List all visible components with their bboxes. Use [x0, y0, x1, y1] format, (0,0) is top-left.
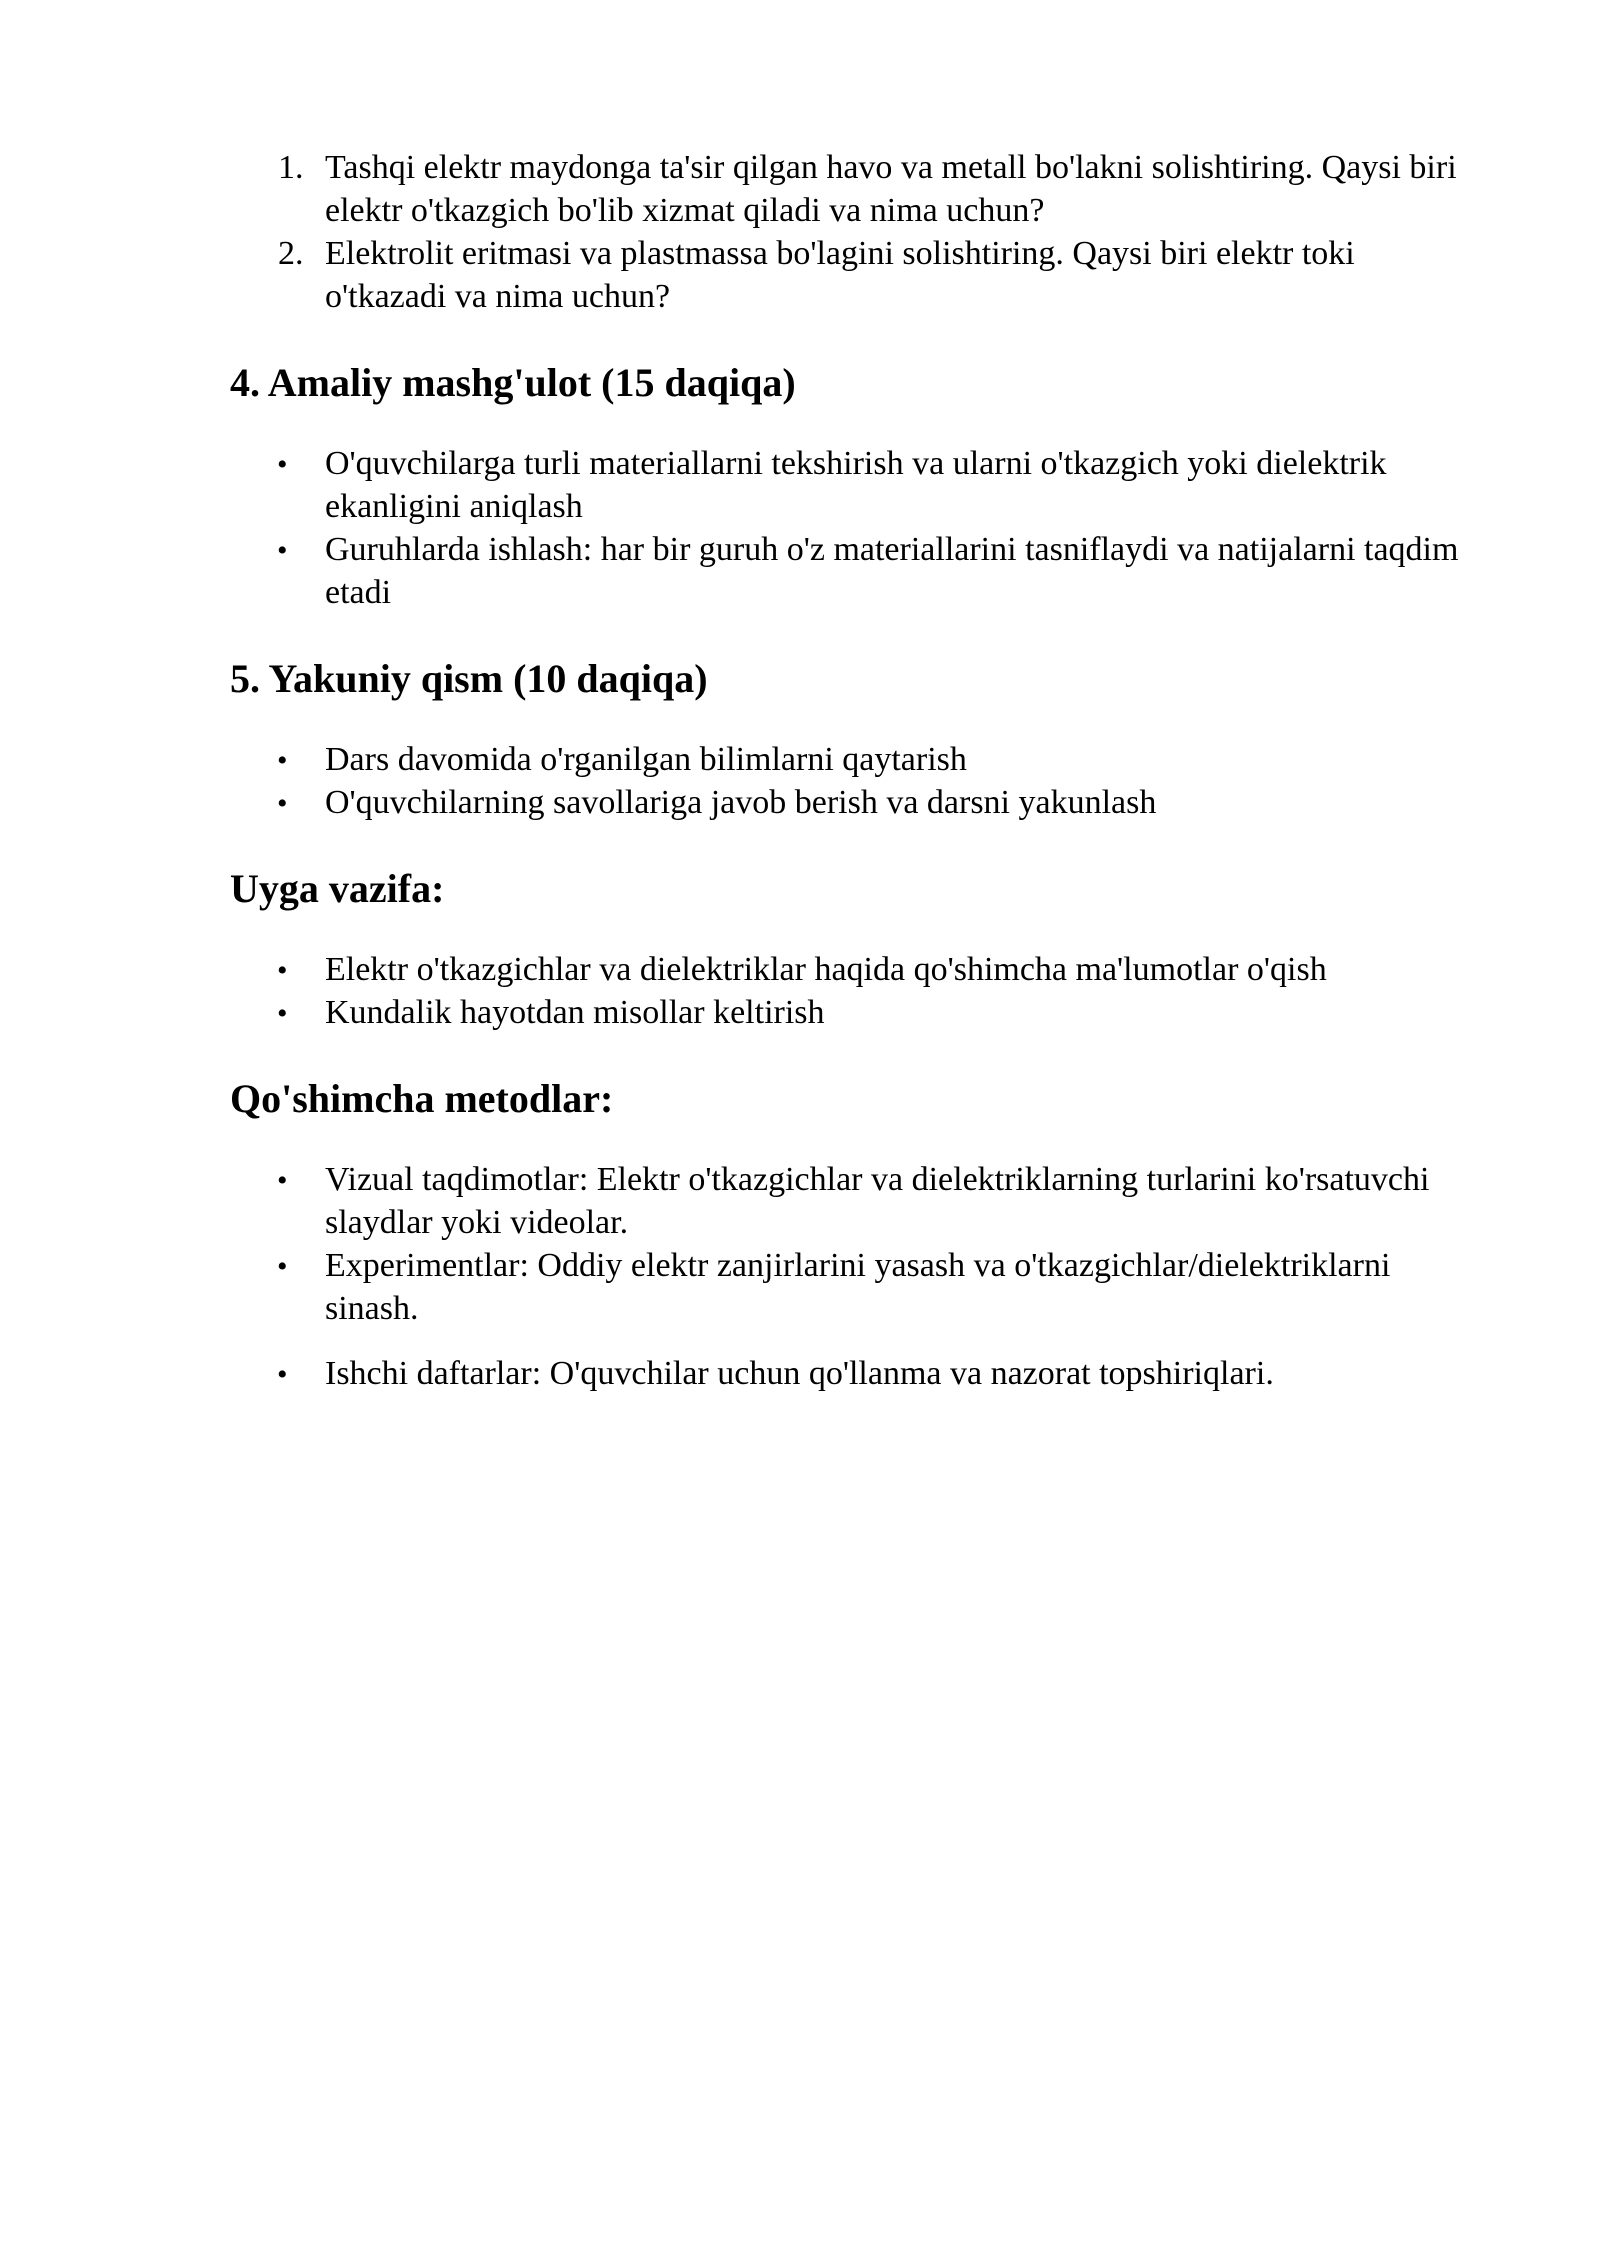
bullet-text: Dars davomida o'rganilgan bilimlarni qaytarish	[325, 741, 967, 778]
bullet-marker-icon: •	[277, 1250, 288, 1283]
bullet-text: O'quvchilarning savollariga javob berish va darsni yakunlash	[325, 784, 1157, 821]
section-heading-uyga-vazifa: Uyga vazifa:	[230, 866, 445, 911]
bullet-item	[230, 738, 1475, 781]
section-heading-qoshimcha-metodlar: Qo'shimcha metodlar:	[230, 1076, 614, 1121]
bullet-item	[230, 781, 1475, 824]
section-heading-yakuniy-qism: 5. Yakuniy qism (10 daqiqa)	[230, 656, 708, 701]
item-text: Elektrolit eritmasi va plastmassa bo'lagini solishtiring. Qaysi biri elektr toki o'tkazadi va nima uchun?	[325, 235, 1355, 315]
bullet-item	[230, 1158, 1475, 1244]
bullet-marker-icon: •	[277, 1358, 288, 1391]
bullet-text: Guruhlarda ishlash: har bir guruh o'z materiallarini tasniflaydi va natijalarni taqdim etadi	[325, 531, 1459, 611]
bullet-marker-icon: •	[277, 534, 288, 567]
bullet-text: Elektr o'tkazgichlar va dielektriklar haqida qo'shimcha ma'lumotlar o'qish	[325, 951, 1327, 988]
bullet-item	[230, 948, 1475, 991]
bullet-item	[230, 991, 1475, 1034]
bullet-list	[230, 1158, 1475, 1395]
item-number: 1.	[278, 149, 304, 186]
item-number: 2.	[278, 235, 304, 272]
bullet-item	[230, 1352, 1475, 1395]
bullet-text: Kundalik hayotdan misollar keltirish	[325, 994, 825, 1031]
bullet-list	[230, 948, 1475, 1034]
numbered-item	[230, 146, 1475, 232]
bullet-marker-icon: •	[277, 448, 288, 481]
bullet-marker-icon: •	[277, 1164, 288, 1197]
bullet-marker-icon: •	[277, 997, 288, 1030]
bullet-list	[230, 738, 1475, 824]
bullet-text: Vizual taqdimotlar: Elektr o'tkazgichlar va dielektriklarning turlarini ko'rsatuvchi slaydlar yoki videolar.	[325, 1161, 1430, 1241]
bullet-item	[230, 1244, 1475, 1330]
item-text: Tashqi elektr maydonga ta'sir qilgan havo va metall bo'lakni solishtiring. Qaysi biri elektr o'tkazgich bo'lib xizmat qiladi va nima uchun?	[325, 149, 1457, 229]
bullet-text: Ishchi daftarlar: O'quvchilar uchun qo'llanma va nazorat topshiriqlari.	[325, 1355, 1274, 1392]
bullet-item	[230, 528, 1475, 614]
bullet-marker-icon: •	[277, 954, 288, 987]
bullet-text: O'quvchilarga turli materiallarni tekshirish va ularni o'tkazgich yoki dielektrik ekanligini aniqlash	[325, 445, 1387, 525]
bullet-marker-icon: •	[277, 787, 288, 820]
bullet-item	[230, 442, 1475, 528]
bullet-list	[230, 442, 1475, 614]
numbered-list	[230, 146, 1475, 318]
bullet-text: Experimentlar: Oddiy elektr zanjirlarini yasash va o'tkazgichlar/dielektriklarni sinash.	[325, 1247, 1391, 1327]
numbered-item	[230, 232, 1475, 318]
bullet-marker-icon: •	[277, 744, 288, 777]
section-heading-amaliy-mashgulot: 4. Amaliy mashg'ulot (15 daqiqa)	[230, 360, 796, 405]
